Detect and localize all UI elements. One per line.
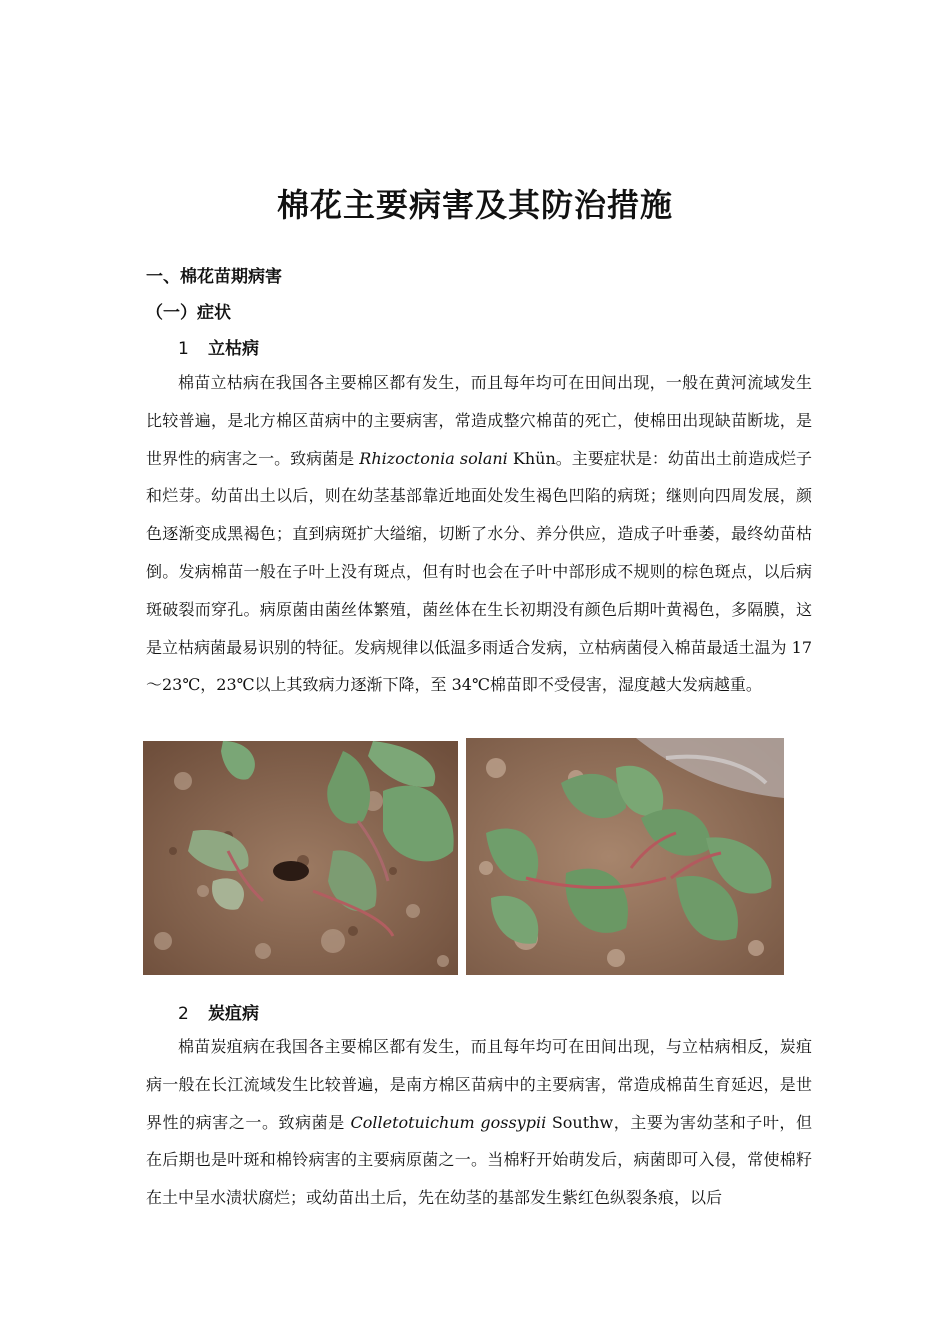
pathogen-name: Rhizoctonia solani bbox=[359, 448, 508, 468]
paragraph-text: Khün。主要症状是：幼苗出土前造成烂子和烂芽。幼苗出土以后，则在幼茎基部靠近地面处发生褐色凹陷的病斑；继则向四周发展，颜色逐渐变成黑褐色；直到病斑扩大缢缩，切断了水分、养分供应，造成子叶垂萎，最终幼苗枯倒。发病棉苗一般在子叶上没有斑点，但有时也会在子叶中部形成不规则的棕色斑点，以后病斑破裂而穿孔。病原菌由菌丝体繁殖，菌丝体在生长初期没有颜色后期叶黄褐色，多隔膜，这是立枯病菌最易识别的特征。发病规律以低温多雨适合发病，立枯病菌侵入棉苗最适土温为 17～23℃，23℃以上其致病力逐渐下降，至 34℃棉苗即不受侵害，湿度越大发病越重。 bbox=[146, 448, 812, 695]
paragraph-text: 棉苗立枯病在我国各主要棉区都有发生，而且每年均可在田间出现，一般在黄河流域发生比较普遍，是北方棉区苗病中的主要病害，常造成整穴棉苗的死亡，使棉田出现缺苗断垅，是世界性的病害之一。致病菌是 bbox=[146, 373, 812, 468]
disease-heading-2 bbox=[178, 999, 259, 1024]
disease-number: 2 bbox=[178, 1004, 189, 1024]
disease-name: 炭疽病 bbox=[208, 1004, 259, 1024]
disease-2-paragraph bbox=[146, 1028, 812, 1217]
seedling-photo-2 bbox=[466, 738, 784, 975]
disease-name: 立枯病 bbox=[208, 339, 259, 359]
subsection-heading: （一）症状 bbox=[146, 303, 231, 323]
disease-heading-1 bbox=[178, 334, 259, 359]
seedling-photo-1 bbox=[143, 741, 458, 975]
paragraph-text: 棉苗炭疽病在我国各主要棉区都有发生，而且每年均可在田间出现，与立枯病相反，炭疽病一般在长江流域发生比较普遍，是南方棉区苗病中的主要病害，常造成棉苗生育延迟，是世界性的病害之一。致病菌是 bbox=[146, 1037, 812, 1132]
paragraph-text: Southw，主要为害幼茎和子叶，但在后期也是叶斑和棉铃病害的主要病原菌之一。当棉籽开始萌发后，病菌即可入侵，常使棉籽在土中呈水渍状腐烂；或幼苗出土后，先在幼茎的基部发生紫红色纵裂条痕，以后 bbox=[146, 1112, 812, 1208]
disease-1-paragraph bbox=[146, 364, 812, 704]
disease-number: 1 bbox=[178, 339, 189, 359]
document-title: 棉花主要病害及其防治措施 bbox=[276, 186, 673, 224]
section-heading: 一、棉花苗期病害 bbox=[146, 267, 282, 287]
pathogen-name: Colletotuichum gossypii bbox=[350, 1112, 547, 1132]
